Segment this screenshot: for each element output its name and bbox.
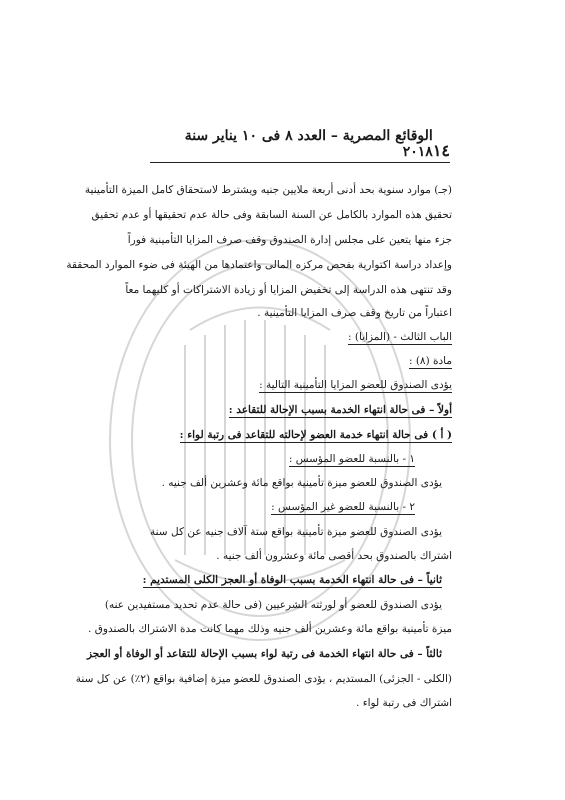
item-2-heading-text: ٢ - بالنسبة للعضو غير المؤسس : bbox=[271, 501, 415, 513]
article-heading-text: مادة (٨) : bbox=[408, 355, 452, 367]
chapter-heading-text: الباب الثالث - (المزايا) : bbox=[347, 331, 452, 343]
clause-second bbox=[143, 573, 442, 587]
section-intro bbox=[259, 378, 452, 392]
paragraph-line: اشتراك فى رتبة لواء . bbox=[356, 697, 452, 709]
section-intro-text: يؤدى الصندوق للعضو المزايا التأمينية التالية : bbox=[259, 379, 452, 391]
subclause-a-text: ( أ ) فى حالة انتهاء خدمة العضو لإحالته للتقاعد فى رتبة لواء : bbox=[179, 429, 452, 441]
paragraph-line: وإعداد دراسة اكتوارية بفحص مركزه المالى واعتمادها من الهيئة فى ضوء الموارد المحققة bbox=[66, 259, 452, 271]
paragraph-line: تحقيق هذه الموارد بالكامل عن السنة السابقة وفى حالة عدم تحقيقها أو عدم تحقيق bbox=[91, 209, 452, 221]
clause-first bbox=[229, 403, 452, 417]
page-header bbox=[150, 128, 450, 160]
paragraph-line: اعتباراً من تاريخ وقف صرف المزايا التأمينية . bbox=[257, 307, 452, 319]
gazette-title: الوقائع المصرية – العدد ٨ فى ١٠ يناير سنة ٢٠١٨ bbox=[184, 128, 433, 160]
article-heading bbox=[409, 354, 452, 368]
subclause-a bbox=[180, 428, 452, 442]
paragraph-line: جزء منها يتعين على مجلس إدارة الصندوق وقف صرف المزايا التأمينية فوراً bbox=[127, 234, 452, 246]
clause-first-text: أولاً – فى حالة انتهاء الخدمة بسبب الإحالة للتقاعد : bbox=[228, 404, 452, 416]
page-number: ١٤ bbox=[432, 141, 450, 160]
item-1-heading-text: ١ - بالنسبة للعضو المؤسس : bbox=[288, 453, 415, 465]
item-1-heading bbox=[289, 452, 415, 466]
chapter-heading bbox=[348, 330, 452, 344]
paragraph-line: اشتراك بالصندوق بحد أقصى مائة وعشرون ألف جنيه . bbox=[216, 550, 452, 562]
paragraph-line: وقد تنتهى هذه الدراسة إلى تخفيض المزايا أو زيادة الاشتراكات أو كليهما معاً bbox=[125, 284, 452, 296]
paragraph-line: (جـ) موارد سنوية بحد أدنى أربعة ملايين جنيه ويشترط لاستحقاق كامل الميزة التأمينية bbox=[84, 184, 452, 196]
paragraph-line: يؤدى الصندوق للعضو أو لورثته الشرعيين (فى حالة عدم تحديد مستفيدين عنه) bbox=[104, 599, 442, 611]
paragraph-line: (الكلى - الجزئى) المستديم ، يؤدى الصندوق للعضو ميزة إضافية بواقع (٢٪) عن كل سنة bbox=[75, 673, 452, 685]
header-rule bbox=[150, 162, 450, 163]
item-2-heading bbox=[271, 500, 415, 514]
clause-third: ثالثاً – فى حالة انتهاء الخدمة فى رتبة لواء بسبب الإحالة للتقاعد أو الوفاة أو العجز bbox=[86, 648, 442, 660]
paragraph-line: ميزة تأمينية بواقع مائة وعشرين ألف جنيه وذلك مهما كانت مدة الاشتراك بالصندوق . bbox=[88, 623, 452, 635]
paragraph-line: يؤدى الصندوق للعضو ميزة تأمينية بواقع مائة وعشرين ألف جنيه . bbox=[161, 477, 442, 489]
paragraph-line: يؤدى الصندوق للعضو ميزة تأمينية بواقع ستة آلاف جنيه عن كل سنة bbox=[150, 526, 442, 538]
clause-second-text: ثانياً – فى حالة انتهاء الخدمة بسبب الوفاة أو العجز الكلى المستديم : bbox=[142, 574, 442, 586]
